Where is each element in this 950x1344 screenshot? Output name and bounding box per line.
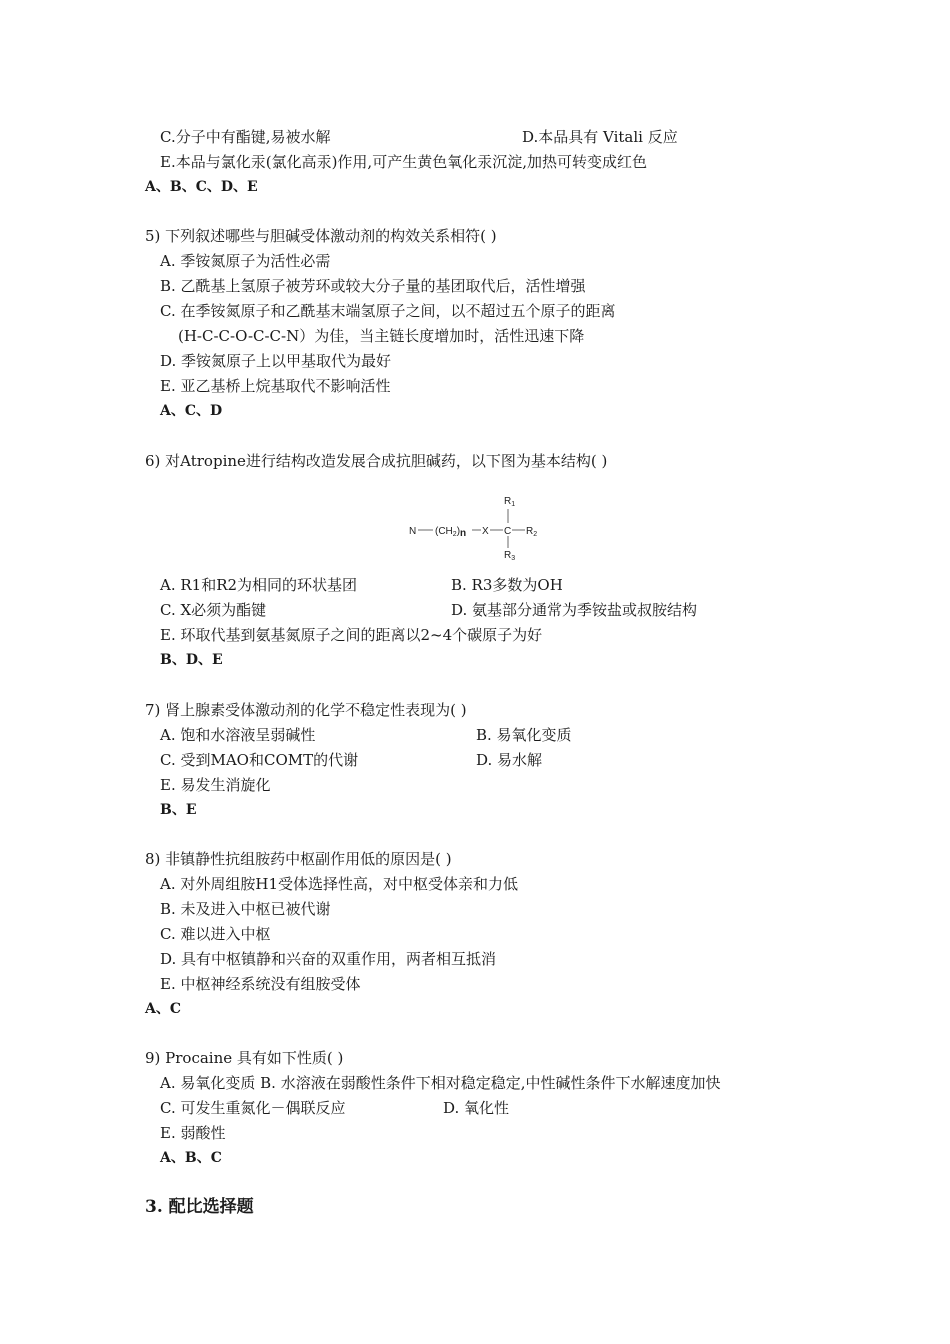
q6-stem: 6) 对Atropine进行结构改造发展合成抗胆碱药，以下图为基本结构( ) xyxy=(145,452,608,470)
q5-stem: 5) 下列叙述哪些与胆碱受体激动剂的构效关系相符( ) xyxy=(145,227,497,245)
q9-stem: 9) Procaine 具有如下性质( ) xyxy=(145,1049,344,1067)
structure-ch2-chain: $(CH_2)n$ xyxy=(435,526,467,539)
q7-stem: 7) 肾上腺素受体激动剂的化学不稳定性表现为( ) xyxy=(145,701,467,719)
q5-option-c-continued: (H-C-C-O-C-C-N）为佳，当主链长度增加时，活性迅速下降 xyxy=(178,327,585,345)
q4-option-c: C.分子中有酯键,易被水解 xyxy=(160,128,331,146)
q7-option-e: E. 易发生消旋化 xyxy=(160,776,271,794)
q7-option-a: A. 饱和水溶液呈弱碱性 xyxy=(160,726,316,744)
q5-option-d: D. 季铵氮原子上以甲基取代为最好 xyxy=(160,352,392,370)
q4-answer: A、B、C、D、E xyxy=(145,179,258,195)
structure-n-label: N xyxy=(409,526,417,537)
q6-answer: B、D、E xyxy=(160,652,223,668)
q8-option-e: E. 中枢神经系统没有组胺受体 xyxy=(160,975,361,993)
section-heading: 3. 配比选择题 xyxy=(145,1197,254,1217)
q8-option-b: B. 未及进入中枢已被代谢 xyxy=(160,900,331,918)
q9-answer: A、B、C xyxy=(160,1150,222,1166)
q6-option-b: B. R3多数为OH xyxy=(451,576,563,594)
q7-option-d: D. 易水解 xyxy=(476,751,543,769)
q4-option-e: E.本品与氯化汞(氯化高汞)作用,可产生黄色氧化汞沉淀,加热可转变成红色 xyxy=(160,153,647,171)
q6-option-a: A. R1和R2为相同的环状基团 xyxy=(160,576,358,594)
q9-option-d: D. 氧化性 xyxy=(443,1099,510,1117)
q7-option-b: B. 易氧化变质 xyxy=(476,726,572,744)
q9-options-a-b: A. 易氧化变质 B. 水溶液在弱酸性条件下相对稳定稳定,中性碱性条件下水解速度加快 xyxy=(160,1074,721,1092)
q5-answer: A、C、D xyxy=(160,403,223,419)
q5-option-a: A. 季铵氮原子为活性必需 xyxy=(160,252,331,270)
q9-option-e: E. 弱酸性 xyxy=(160,1124,226,1142)
q8-option-c: C. 难以进入中枢 xyxy=(160,925,271,943)
q7-answer: B、E xyxy=(160,802,197,818)
structure-x-label: X xyxy=(482,526,489,537)
q5-option-e: E. 亚乙基桥上烷基取代不影响活性 xyxy=(160,377,391,395)
structure-r2-label: $R_2$ xyxy=(526,526,538,538)
q7-option-c: C. 受到MAO和COMT的代谢 xyxy=(160,751,359,769)
q6-option-d: D. 氨基部分通常为季铵盐或叔胺结构 xyxy=(451,601,698,619)
q8-stem: 8) 非镇静性抗组胺药中枢副作用低的原因是( ) xyxy=(145,850,452,868)
chemical-structure-diagram xyxy=(405,492,555,562)
q6-option-c: C. X必须为酯键 xyxy=(160,601,267,619)
q8-option-d: D. 具有中枢镇静和兴奋的双重作用，两者相互抵消 xyxy=(160,950,497,968)
q4-option-d: D.本品具有 Vitali 反应 xyxy=(522,128,678,146)
q9-option-c: C. 可发生重氮化－偶联反应 xyxy=(160,1099,346,1117)
q8-answer: A、C xyxy=(145,1001,182,1017)
structure-r3-label: $R_3$ xyxy=(504,550,516,562)
q5-option-c: C. 在季铵氮原子和乙酰基末端氢原子之间，以不超过五个原子的距离 xyxy=(160,302,616,320)
q6-option-e: E. 环取代基到氨基氮原子之间的距离以2~4个碳原子为好 xyxy=(160,626,543,644)
structure-r1-label: $R_1$ xyxy=(504,496,516,508)
structure-c-label: C xyxy=(504,526,512,537)
q8-option-a: A. 对外周组胺H1受体选择性高，对中枢受体亲和力低 xyxy=(160,875,518,893)
q5-option-b: B. 乙酰基上氢原子被芳环或较大分子量的基团取代后，活性增强 xyxy=(160,277,586,295)
